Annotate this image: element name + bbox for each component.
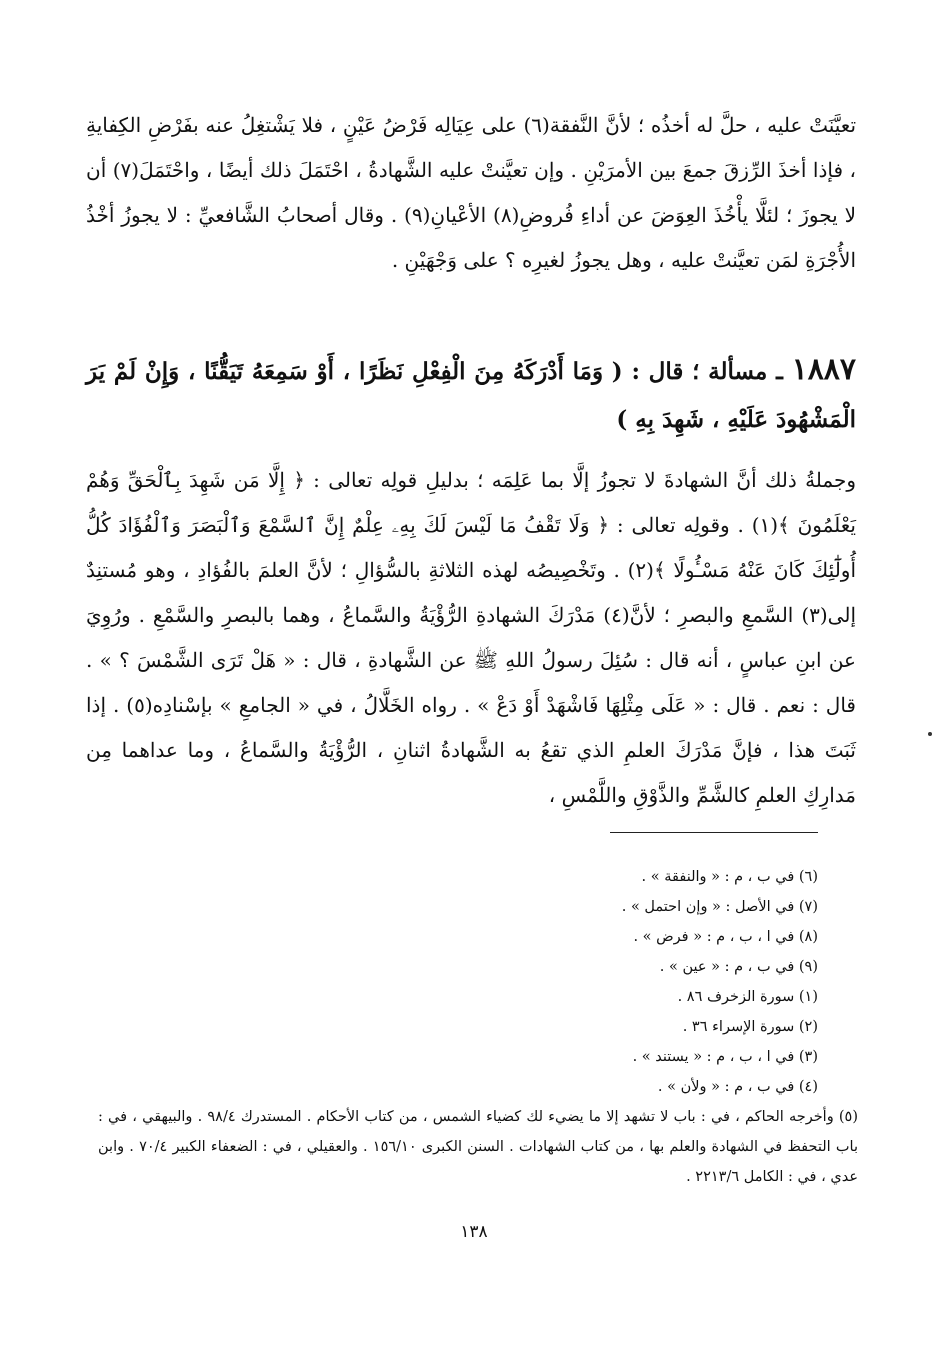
footnote-2: (٢) سورة الإسراء ٣٦ . — [682, 1019, 818, 1035]
paragraph-top: تعيَّنَتْ عليه ، حلَّ له أخذُه ؛ لأنَّ النَّفقة(٦) على عِيَالِه فَرْضُ عَيْنٍ ، فلا يَشْتغِلُ عنه بفَرْضِ الكِفايةِ ، فإذا أخذَ الرِّزقَ جمعَ بين الأمرَيْنِ . وإن تعيَّنتْ عليه الشَّهادةُ ، احْتَمَلَ ذلك أيضًا ، واحْتَمَلَ(٧) أن لا يجوزَ ؛ لئلَّا يأْخُذَ العِوَضَ عن أداءِ فُروضِ(٨) الأعْيانِ(٩) . وقال أصحابُ الشَّافعيِّ : لا يجوزُ أخْذُ الأُجْرَةِ لمَن تعيَّنتْ عليه ، وهل يجوزُ لغيرِه ؟ على وَجْهَيْنِ . — [86, 113, 857, 272]
issue-quote: ( وَمَا أَدْرَكَهُ مِنَ الْفِعْلِ نَظَرًا ، أَوْ سَمِعَهُ تَيَقُّنًا ، وَإِنْ لَمْ يَرَ الْمَشْهُودَ عَلَيْهِ ، شَهِدَ بِهِ ) — [86, 358, 856, 433]
issue-heading — [86, 346, 856, 444]
footnote-separator — [610, 832, 818, 833]
paragraph-main: وجملةُ ذلك أنَّ الشهادةَ لا تجوزُ إلَّا بما عَلِمَه ؛ بدليلِ قولِه تعالى : ﴿ إِلَّا مَن شَهِدَ بِٱلْحَقِّ وَهُمْ يَعْلَمُونَ ﴾(١) . وقولِه تعالى : ﴿ وَلَا تَقْفُ مَا لَيْسَ لَكَ بِهِۦ عِلْمٌ إِنَّ ٱلسَّمْعَ وَٱلْبَصَرَ وَٱلْفُؤَادَ كُلُّ أُولَٰٓئِكَ كَانَ عَنْهُ مَسْـُٔولًا ﴾(٢) . وتَخْصِيصُه لهذه الثلاثةِ بالسُّؤالِ ؛ لأنَّ العلمَ بالفُؤادِ ، وهو مُستنِدٌ إلى(٣) السَّمعِ والبصرِ ؛ لأنَّ(٤) مَدْرَكَ الشهادةِ الرُّؤْيَةُ والسَّماعُ ، وهما بالبصرِ والسَّمْعِ . ورُوِيَ عن ابنِ عباسٍ ، أنه قال : سُئِلَ رسولُ اللهِ ﷺ عن الشَّهادةِ ، قال : « هَلْ تَرَى الشَّمْسَ ؟ » . قال : نعم . قال : « عَلَى مِثْلِهَا فَاشْهَدْ أَوْ دَعْ » . رواه الخَلَّالُ ، في « الجامعِ » بإسْنادِه(٥) . إذا ثَبَتَ هذا ، فإنَّ مَدْرَكَ العلمِ الذي تقعُ به الشَّهادةُ اثنانِ ، الرُّؤْيَةُ والسَّماعُ ، وما عداهما مِن مَدارِكِ العلمِ كالشَّمِّ والذَّوْقِ واللَّمْسِ ، — [86, 468, 857, 807]
margin-mark — [928, 732, 932, 736]
footnote-5: (٥) وأخرجه الحاكم ، في : باب لا تشهد إلا ما يضيء لك كضياء الشمس ، من كتاب الأحكام . المستدرك ٩٨/٤ . والبيهقي ، في : باب التحفظ في الشهادة والعلم بها ، من كتاب الشهادات . السنن الكبرى ١٥٦/١٠ . والعقيلي ، في : الضعفاء الكبير ٧٠/٤ . وابن عدي ، في : الكامل ٢٢١٣/٦ . — [98, 1109, 858, 1185]
footnotes — [98, 862, 858, 1192]
footnote-8: (٨) في ا ، ب ، م : « فرض » . — [633, 929, 818, 945]
footnote-6: (٦) في ب ، م : « والنفقة » . — [641, 869, 818, 885]
footnote-7: (٧) في الأصل : « وإن احتمل » . — [621, 899, 818, 915]
footnote-9: (٩) في ب ، م : « عين » . — [659, 959, 818, 975]
page-number: ١٣٨ — [460, 1222, 488, 1242]
footnote-4: (٤) في ب ، م : « ولأن » . — [657, 1079, 818, 1095]
footnote-1: (١) سورة الزخرف ٨٦ . — [677, 989, 818, 1005]
issue-number: ١٨٨٧ — [791, 352, 857, 387]
issue-label: ـ مسألة ؛ قال : — [631, 358, 783, 385]
footnote-3: (٣) في ا ، ب ، م : « يستند » . — [632, 1049, 818, 1065]
